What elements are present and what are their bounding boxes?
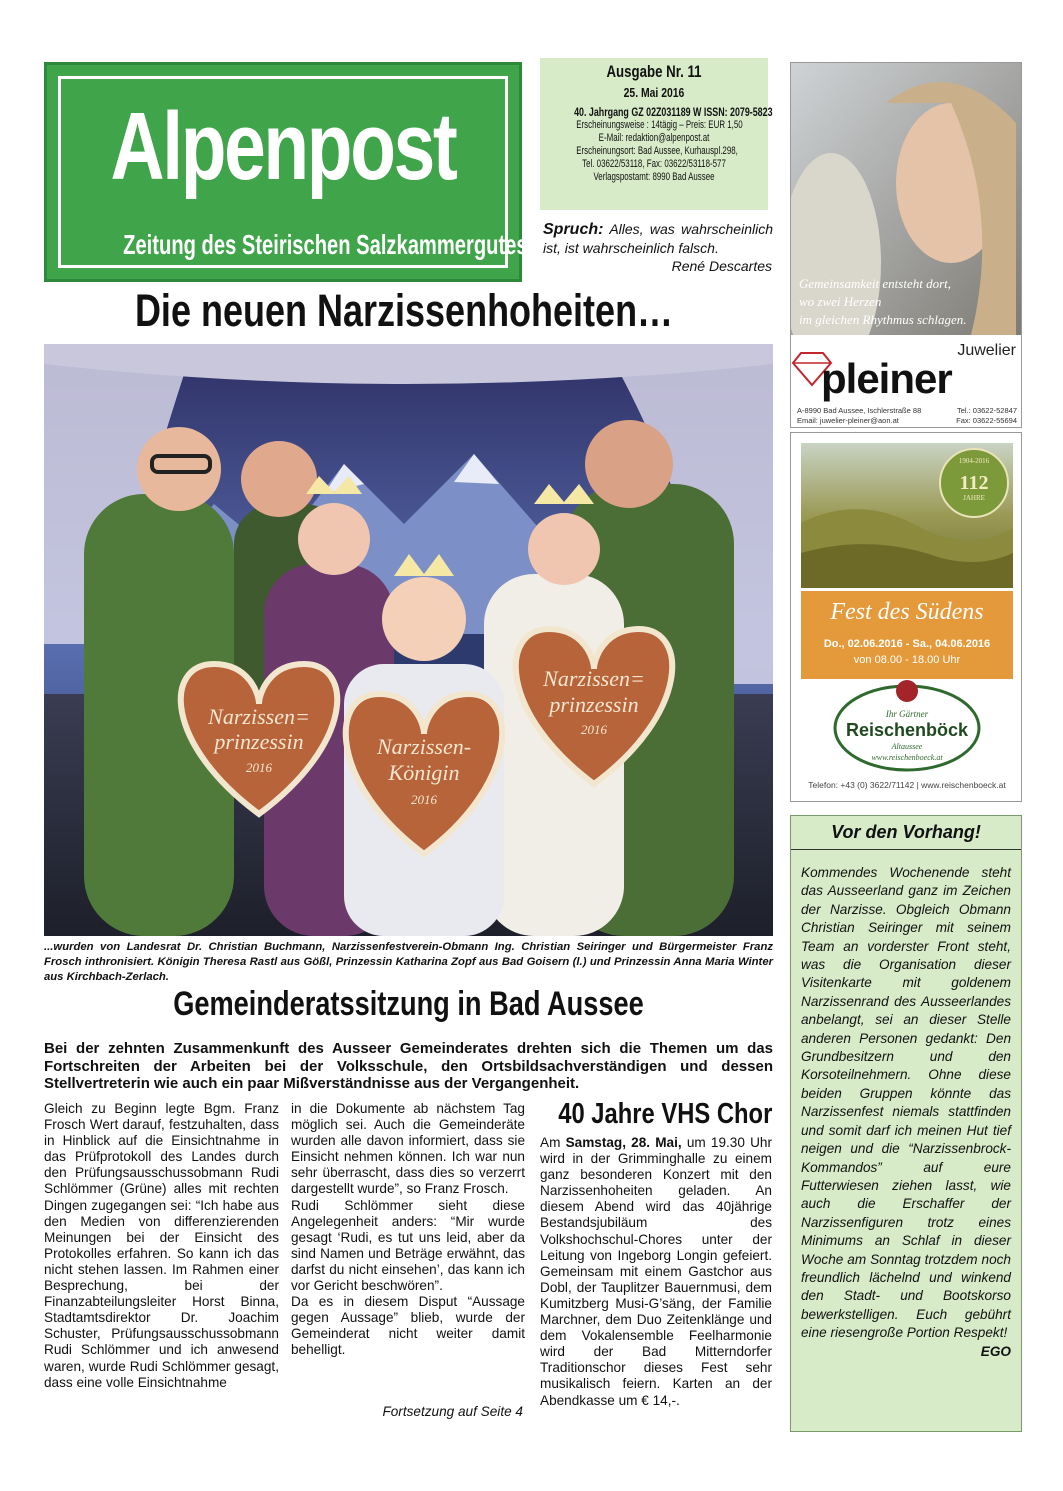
ad-garden-center[interactable] [790,432,1022,802]
photo-caption: ...wurden von Landesrat Dr. Christian Buchmann, Narzissenfestverein-Obmann Ing. Christian Seiringer und Bürgermeister Franz Frosch inthronisiert. Königin Theresa Rastl aus Gößl, Prinzessin Katharina Zopf aus Bad Goisern (l.) und Prinzessin Anna Maria Winter aus Kirchbach-Zerlach. [44,941,773,983]
anniversary-badge [940,449,1008,517]
continued-note: Fortsetzung auf Seite 4 [382,1404,523,1419]
jeweler-brand: pleiner [821,355,952,402]
jeweler-slogan-1: Gemeinsamkeit entsteht dort, [799,276,951,291]
article-lead: Bei der zehnten Zusammenkunft des Ausseer Gemeinderates drehten sich die Themen um das Fortschreiten der Arbeiten bei der Volksschule, den Ortsbildsachverständigen und dessen Stellvertreterin wie auch ein paar Mißverständnisse aus der Vergangenheit. [44,1040,773,1092]
jeweler-fax: Fax: 03622-55694 [956,416,1017,425]
jeweler-tel: Tel.: 03622-52847 [956,406,1017,415]
quote-label: Spruch: [543,221,604,238]
vorhang-body [801,864,1011,1361]
vhs-date: Samstag, 28. Mai, [565,1135,682,1150]
issue-jahrgang: 40. Jahrgang GZ 02Z031189 W ISSN: 2079-5823 [574,105,773,119]
heart-right-line2: prinzessin [549,692,639,717]
article-paragraph: in die Dokumente ab nächstem Tag möglich sei. Auch die Gemeinderäte wurden alle davon informiert, dass sie Einsicht nehmen können. Ich war nun sehr überrascht, dass dies so verzerrt dargestellt wurde”, so Franz Frosch. [291,1101,525,1197]
article-column-2 [291,1101,525,1359]
badge-number: 112 [959,472,989,494]
event-times: von 08.00 - 18.00 Uhr [853,654,961,666]
issue-line: Erscheinungsort: Bad Aussee, Kurhauspl.298, [576,145,738,157]
heart-left-line2: prinzessin [214,729,304,754]
article-vhs-body [540,1135,772,1409]
jeweler-slogan-2: wo zwei Herzen [799,294,882,309]
garden-ad-art [791,433,1022,802]
main-headline: Die neuen Narzissenhoheiten… [134,285,674,336]
vorhang-divider [791,849,1021,850]
vorhang-title: Vor den Vorhang! [831,822,981,842]
heart-left-line1: Narzissen= [208,704,310,729]
jeweler-ad-art [791,63,1022,428]
event-dates: Do., 02.06.2016 - Sa., 04.06.2016 [823,638,991,650]
article-paragraph: Da es in diesem Disput “Aussage gegen Aussage” blieb, wurde der Gemeinderat nicht weiter damit behelligt. [291,1294,525,1358]
article-column-1: Gleich zu Beginn legte Bgm. Franz Frosch Wert darauf, festzuhalten, dass in Hinblick auf die Einsichtnahme in das Prüfprotokoll des Landes durch den Prüfungsausschussobmann Rudi Schlömmer (Grüne) alles mit rechten Dingen zugegangen sei: “Ich habe aus den Medien von differenzierenden Meinungen bei der Einsicht des Protokolles erfahren. So kann ich das nicht stehen lassen. Im Rahmen einer Besprechung, bei der Finanzabteilungsleiter Horst Binna, Stadtamtsdirektor Dr. Joachim Schuster, Prüfungsausschussobmann Rudi Schlömmer und ich anwesend waren, wurde Rudi Schlömmer gesagt, dass eine volle Einsichtnahme [44,1101,279,1390]
issue-date: 25. Mai 2016 [623,85,685,100]
garden-footer: Telefon: +43 (0) 3622/71142 | www.reischenboeck.at [808,780,1006,790]
heart-center-line2: Königin [388,760,460,785]
reischenboeck-logo [835,680,979,770]
newspaper-title: Alpenpost [110,93,456,200]
badge-years: 1904-2016 [958,457,990,465]
newspaper-subtitle: Zeitung des Steirischen Salzkammergutes [123,229,528,260]
jeweler-address: A-8990 Bad Aussee, Ischlerstraße 88 [797,406,922,415]
jeweler-email[interactable]: Email: juwelier-pleiner@aon.at [797,416,899,425]
photo-illustration [44,344,773,936]
logo-place: Altaussee [891,742,923,751]
vor-den-vorhang-box [790,815,1022,1432]
masthead [44,62,528,282]
vorhang-signature: EGO [980,1343,1011,1359]
article-headline-vhs: 40 Jahre VHS Chor [558,1098,773,1130]
flower-icon [896,680,918,702]
issue-number: Ausgabe Nr. 11 [606,62,702,81]
issue-info-box [540,58,773,210]
heart-center-year: 2016 [411,792,437,807]
masthead-frame [58,76,528,268]
vhs-intro: Am [540,1135,566,1150]
logo-name: Reischenböck [845,720,969,740]
vorhang-text: Kommendes Wochenende steht das Ausseerland ganz im Zeichen der Narzisse. Obgleich Obmann Christian Seiringer mit seinem Team an vorderster Front steht, was die Organisation dieser Visitenkarte mit goldenem Narzissenrand des Ausseerlandes anbelangt, sei an dieser Stelle anderen Personen gedankt: Den Grundbesitzern und den Korsoteilnehmern. Ohne diese beiden Gruppen könnte das Narzissenfest niemals stattfinden und somit darf ich meinen Hut tief neigen und die “Narzissenbrock-Kommandos” auf eure Futterwiesen ziehen lasst, wie auch die Erschaffer der Narzissenfiguren trotz eines Minimums an Schlaf in dieser Woche am Sonntag trotzdem noch freundlich lächelnd und winkend den Stadt- und Bootskorso bewerkstelligen. Euch gebührt eine riesengroße Portion Respekt! [801,865,1011,1341]
heart-center-line1: Narzissen- [376,734,472,759]
heart-left-year: 2016 [246,760,272,775]
logo-small: Ihr Gärtner [885,709,929,719]
issue-line: Erscheinungsweise : 14tägig – Preis: EUR 1,50 [576,119,743,131]
badge-label: JAHRE [963,494,985,502]
article-paragraph: Rudi Schlömmer sieht diese Angelegenheit anders: “Mir wurde gesagt ‘Rudi, es tut uns leid, aber da sind Namen und Beträge erwähnt, das darfst du nicht einsehen’, das kann ich vor Gericht beschwören”. [291,1197,525,1294]
logo-web: www.reischenboeck.at [871,753,943,762]
quote-author: René Descartes [671,258,772,274]
issue-line: Verlagspostamt: 8990 Bad Aussee [593,171,715,183]
heart-right-year: 2016 [581,722,607,737]
jeweler-small: Juwelier [957,342,1016,359]
vhs-text: um 19.30 Uhr wird in der Grimminghalle zu einem ganz besonderen Konzert mit den Narzissenhoheiten geladen. An diesem Abend wird das 40jährige Bestandsjubiläum des Volkshochschul-Chores unter der Leitung von Ingeborg Longin gefeiert. Gemeinsam mit einem Gastchor aus Dobl, der Tauplitzer Bauernmusi, dem Kumitzberg Musi-G’säng, der Familie Marchner, dem Duo Zeitenklänge und dem Vokalensemble Feelharmonie wird der Bad Mitterndorfer Traditionschor dieses Fest sehr musikalisch feiern. Karten an der Abendkasse um € 14,-. [540,1135,772,1408]
event-title: Fest des Südens [830,599,984,625]
jeweler-slogan-3: im gleichen Rhythmus schlagen. [799,312,967,327]
quote [543,220,773,257]
issue-email[interactable]: E-Mail: redaktion@alpenpost.at [598,132,710,144]
issue-line: Tel. 03622/53118, Fax: 03622/53118-577 [582,158,726,170]
main-photo [44,344,773,936]
article-headline-gemeinderat: Gemeinderatssitzung in Bad Aussee [173,985,644,1023]
heart-right-line1: Narzissen= [543,666,645,691]
quote-text: Alles, was wahrscheinlich ist, ist wahrscheinlich falsch. [543,221,774,256]
ad-jeweler[interactable] [790,62,1022,428]
